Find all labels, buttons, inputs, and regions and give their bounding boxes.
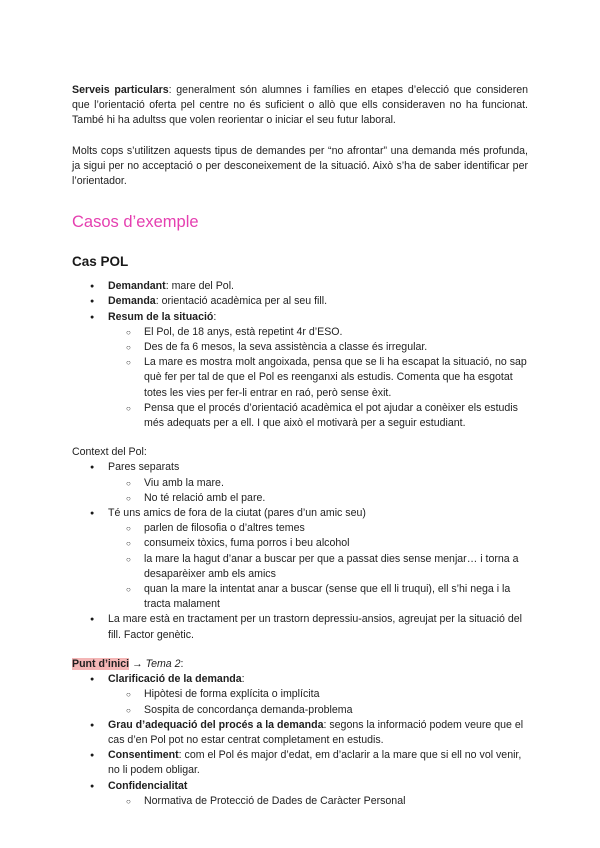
demandant-item [72,279,528,294]
list-item: ○ quan la mare la intentat anar a buscar (sense que ell li truqui), ell s’hi nega i la tracta malament [108,582,528,612]
resum-label: Resum de la situació [108,310,214,323]
list-item: ○ No té relació amb el pare. [108,491,528,506]
list-item: ○ Viu amb la mare. [108,476,528,491]
amics-text: Té uns amics de fora de la ciutat (pares d’un amic seu) [108,507,366,520]
pares-sublist [108,476,528,506]
resum-colon: : [213,310,217,323]
clarificacio-item [72,672,528,718]
intro-paragraph-1 [72,83,528,129]
punt-inici-line [72,657,528,672]
consentiment-label: Consentiment [108,749,179,762]
confidencialitat-sublist [108,794,528,809]
amics-item [72,506,528,612]
list-item: ○ El Pol, de 18 anys, està repetint 4r d’ESO. [108,325,528,340]
grau-label: Grau d’adequació del procés a la demanda [108,718,324,731]
resum-sublist [108,325,528,431]
list-item: ○ Pensa que el procés d’orientació acadèmica el pot ajudar a conèixer els estudis més adequats per a ell. I que això el motivarà per a seguir estudiant. [108,401,528,431]
list-item: ○ Des de fa 6 mesos, la seva assistència a classe és irregular. [108,340,528,355]
arrow-glyph: → [129,657,146,670]
demanda-item [72,294,528,309]
list-item: ○ Hipòtesi de forma explícita o implícita [108,687,528,702]
clarificacio-label: Clarificació de la demanda [108,673,242,686]
pares-text: Pares separats [108,461,180,474]
demandant-text: : mare del Pol. [165,280,234,293]
context-list [72,460,528,642]
punt-inici-label: Punt d’inici [72,657,130,670]
list-item: ○ consumeix tòxics, fuma porros i beu alcohol [108,536,528,551]
confidencialitat-item [72,779,528,809]
tema-reference: Tema 2 [145,657,181,670]
clarificacio-colon: : [241,673,245,686]
document-body [72,83,528,809]
context-label: Context del Pol: [72,446,147,459]
serveis-particulars-label: Serveis particulars [72,84,169,96]
demanda-text: : orientació acadèmica per al seu fill. [155,295,328,308]
demandant-label: Demandant [108,280,166,293]
amics-sublist [108,521,528,612]
case-title: Cas POL [72,254,129,270]
list-item: ○ la mare la hagut d’anar a buscar per que a passat dies sense menjar… i torna a desaparèixer amb els amics [108,552,528,582]
mare-item: ● La mare està en tractament per un trastorn depressiu-ansios, agreujat per la situació del fill. Factor genètic. [72,612,528,642]
list-item: ○ La mare es mostra molt angoixada, pensa que se li ha escapat la situació, no sap què fer per tal de que el Pol es reenganxi als estudis. Comenta que ha esgotat totes les vies per fer-li entrar en raó, però sense èxit. [108,355,528,401]
list-item: ○ Sospita de concordança demanda-problema [108,703,528,718]
case-list [72,279,528,431]
demanda-label: Demanda [108,295,156,308]
consentiment-text: : com el Pol és major d’edat, em d’aclarir a la mare que si ell no vol venir, no li podem obligar. [108,749,522,777]
intro-paragraph-2: Molts cops s’utilitzen aquests tipus de demandes per “no afrontar” una demanda més profunda, ja sigui per no acceptació o per desconeixement de la situació. Això s’ha de saber identificar per l’orientador. [72,144,528,188]
grau-item [72,718,528,748]
section-title: Casos d’exemple [72,213,199,232]
pares-item [72,460,528,506]
serveis-particulars-text: : generalment són alumnes i famílies en etapes d’elecció que consideren que l’orientació oferta pel centre no és suficient o allò que ells consideraven no ha funcionat. També hi ha adultss que volen reorientar o iniciar el seu futur laboral. [72,84,529,127]
list-item: ○ parlen de filosofia o d’altres temes [108,521,528,536]
confidencialitat-label: Confidencialitat [108,779,188,792]
grau-text: : segons la informació podem veure que el cas d’en Pol pot no estar centrat completament en estudis. [108,718,524,746]
list-item: ○ Normativa de Protecció de Dades de Caràcter Personal [108,794,528,809]
punt-list [72,672,528,809]
consentiment-item [72,748,528,778]
clarificacio-sublist [108,687,528,717]
punt-colon: : [180,657,184,670]
resum-item [72,310,528,432]
